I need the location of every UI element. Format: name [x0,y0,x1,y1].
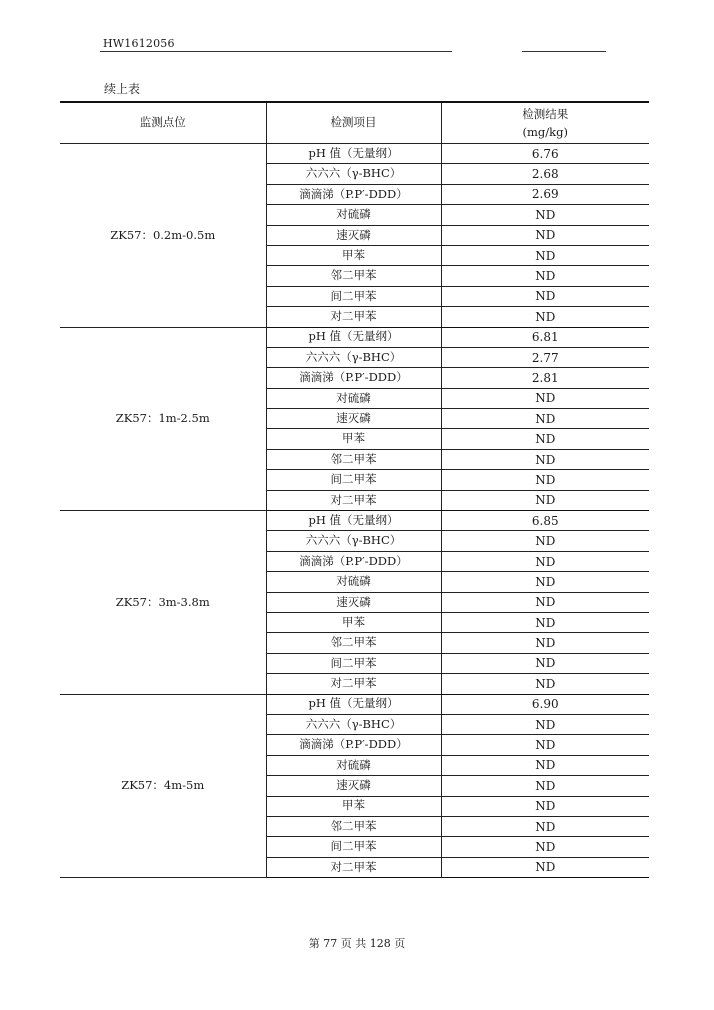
result-cell: 6.81 [441,327,649,347]
results-table [60,101,649,878]
item-cell: 对硫磷 [266,572,441,592]
result-cell: ND [441,205,649,225]
item-cell: 对二甲苯 [266,307,441,327]
item-cell: 对二甲苯 [266,490,441,510]
location-cell: ZK57：0.2m-0.5m [60,144,266,328]
item-cell: 间二甲苯 [266,653,441,673]
result-cell: ND [441,857,649,877]
item-cell: 对二甲苯 [266,857,441,877]
result-cell: 2.68 [441,164,649,184]
header-location: 监测点位 [60,102,266,144]
result-cell: ND [441,490,649,510]
item-cell: 甲苯 [266,429,441,449]
result-cell: 6.76 [441,144,649,164]
item-cell: 速灭磷 [266,225,441,245]
result-cell: ND [441,714,649,734]
table-body [60,144,649,878]
header-result-label: 检测结果 [522,107,569,121]
item-cell: pH 值（无量纲） [266,511,441,531]
result-cell: ND [441,674,649,694]
result-cell: 6.90 [441,694,649,714]
item-cell: 甲苯 [266,612,441,632]
result-cell: ND [441,286,649,306]
item-cell: 速灭磷 [266,592,441,612]
result-cell: ND [441,735,649,755]
result-cell: 2.69 [441,184,649,204]
result-cell: ND [441,409,649,429]
result-cell: ND [441,592,649,612]
item-cell: 速灭磷 [266,776,441,796]
item-cell: 间二甲苯 [266,286,441,306]
item-cell: pH 值（无量纲） [266,327,441,347]
item-cell: 滴滴涕（P.P′-DDD） [266,184,441,204]
item-cell: 邻二甲苯 [266,816,441,836]
result-cell: ND [441,470,649,490]
item-cell: 六六六（γ-BHC） [266,714,441,734]
item-cell: 邻二甲苯 [266,266,441,286]
table-row [60,144,649,164]
item-cell: 滴滴涕（P.P′-DDD） [266,368,441,388]
result-cell: ND [441,429,649,449]
item-cell: 对硫磷 [266,205,441,225]
result-cell: 2.81 [441,368,649,388]
result-cell: ND [441,572,649,592]
table-row [60,511,649,531]
result-cell: ND [441,776,649,796]
item-cell: pH 值（无量纲） [266,694,441,714]
result-cell: ND [441,388,649,408]
result-cell: ND [441,653,649,673]
item-cell: pH 值（无量纲） [266,144,441,164]
header-rule-left [100,51,452,52]
item-cell: 速灭磷 [266,409,441,429]
result-cell: ND [441,266,649,286]
item-cell: 对二甲苯 [266,674,441,694]
table-row [60,327,649,347]
item-cell: 六六六（γ-BHC） [266,164,441,184]
item-cell: 滴滴涕（P.P′-DDD） [266,735,441,755]
result-cell: ND [441,796,649,816]
document-code: HW1612056 [103,37,175,50]
result-cell: ND [441,551,649,571]
item-cell: 甲苯 [266,245,441,265]
item-cell: 对硫磷 [266,755,441,775]
item-cell: 六六六（γ-BHC） [266,347,441,367]
item-cell: 甲苯 [266,796,441,816]
header-result-unit: (mg/kg) [522,125,568,139]
item-cell: 对硫磷 [266,388,441,408]
item-cell: 六六六（γ-BHC） [266,531,441,551]
result-cell: ND [441,245,649,265]
location-cell: ZK57：1m-2.5m [60,327,266,511]
results-table-container [60,101,649,878]
table-header [60,102,649,144]
result-cell: ND [441,307,649,327]
result-cell: ND [441,755,649,775]
item-cell: 间二甲苯 [266,837,441,857]
header-rule-right [522,51,606,52]
location-cell: ZK57：3m-3.8m [60,511,266,695]
item-cell: 间二甲苯 [266,470,441,490]
header-item: 检测项目 [266,102,441,144]
table-row [60,694,649,714]
result-cell: ND [441,612,649,632]
result-cell: ND [441,837,649,857]
continued-label: 续上表 [104,82,141,96]
result-cell: ND [441,225,649,245]
location-cell: ZK57：4m-5m [60,694,266,878]
item-cell: 邻二甲苯 [266,633,441,653]
result-cell: 6.85 [441,511,649,531]
result-cell: ND [441,449,649,469]
result-cell: ND [441,816,649,836]
result-cell: 2.77 [441,347,649,367]
item-cell: 邻二甲苯 [266,449,441,469]
page-number: 第 77 页 共 128 页 [308,937,406,950]
result-cell: ND [441,633,649,653]
result-cell: ND [441,531,649,551]
header-result [441,102,649,144]
item-cell: 滴滴涕（P.P′-DDD） [266,551,441,571]
